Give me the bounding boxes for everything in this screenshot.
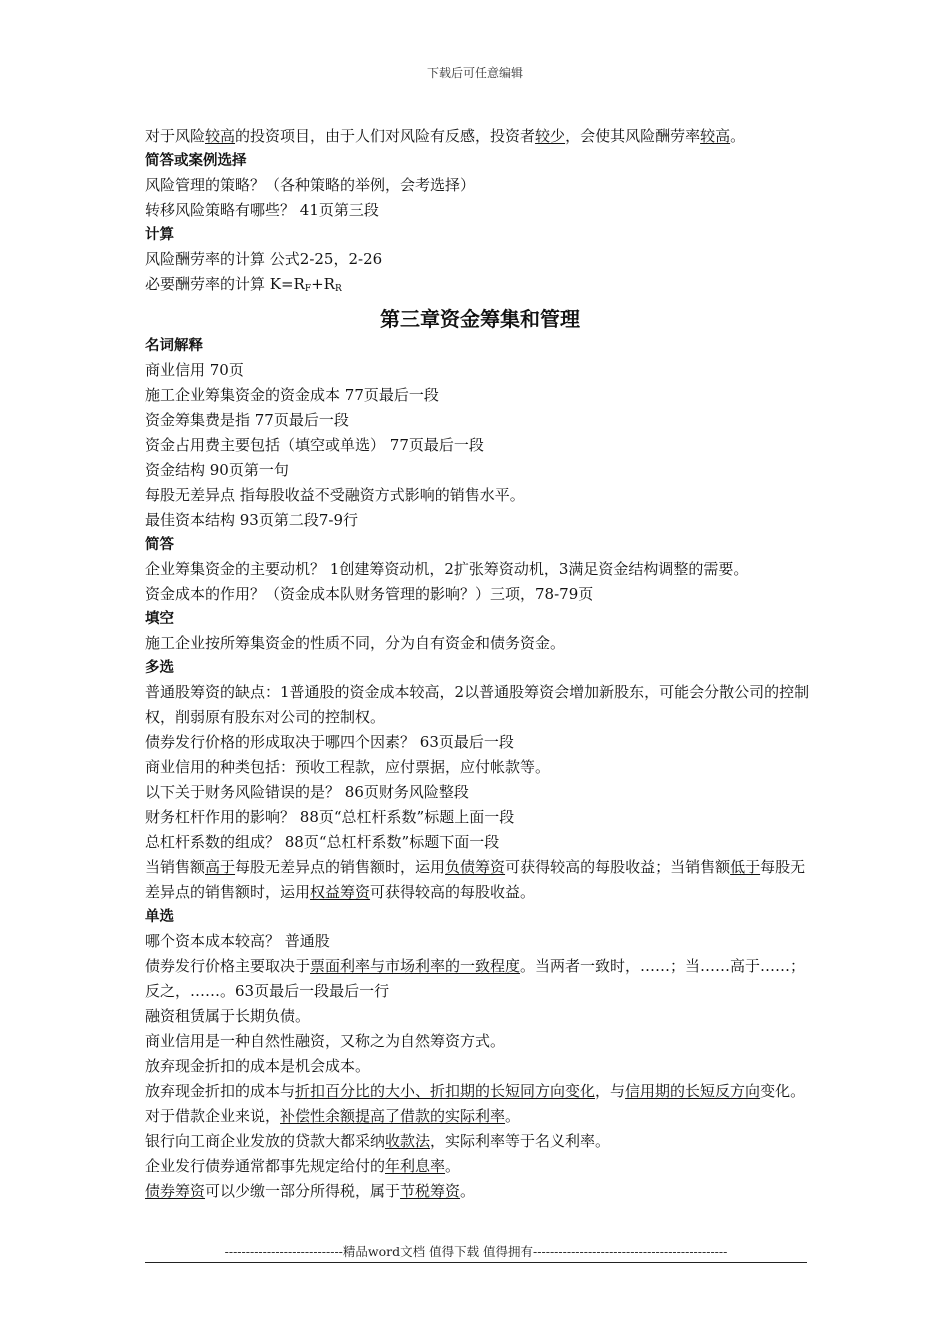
list-item: 融资租赁属于长期负债。 — [145, 1007, 311, 1025]
text-run: 银行向工商企业发放的贷款大都采纳 — [145, 1132, 386, 1150]
section-heading-fill-blank: 填空 — [145, 611, 174, 627]
text-run: 可获得较高的每股收益。 — [370, 883, 536, 901]
text-run: ，与 — [595, 1082, 626, 1100]
subscript: R — [334, 284, 342, 294]
list-item: 商业信用 70页 — [145, 361, 244, 379]
list-item: 以下关于财务风险错误的是？ 86页财务风险整段 — [145, 783, 469, 801]
bond-sentence — [145, 954, 815, 1004]
borrow-sentence — [145, 1104, 815, 1129]
text-run: ，实际利率等于名义利率。 — [430, 1132, 611, 1150]
list-item: 最佳资本结构 93页第二段7-9行 — [145, 511, 359, 529]
underlined-text: 较少 — [535, 127, 566, 145]
section-heading-case: 简答或案例选择 — [145, 153, 247, 169]
text-run: 对于借款企业来说， — [145, 1107, 281, 1125]
discount-sentence — [145, 1079, 815, 1104]
list-item: 普通股筹资的缺点：1普通股的资金成本较高，2以普通股筹资会增加新股东，可能会分散公司的控制权，削弱原有股东对公司的控制权。 — [145, 683, 810, 726]
underlined-text: 票面利率与市场利率的一致程度 — [310, 957, 521, 975]
list-item: 债券发行价格的形成取决于哪四个因素？ 63页最后一段 — [145, 733, 514, 751]
text-run: 。当两者一致时，……；当……高于……；反之，……。63页最后一段最后一行 — [145, 957, 806, 1000]
list-item: 资金占用费主要包括（填空或单选） 77页最后一段 — [145, 436, 484, 454]
list-item: 资金筹集费是指 77页最后一段 — [145, 411, 349, 429]
underlined-text: 收款法 — [385, 1132, 431, 1150]
underlined-text: 信用期的长短反方向 — [625, 1082, 761, 1100]
list-item: 施工企业筹集资金的资金成本 77页最后一段 — [145, 386, 439, 404]
issue-sentence — [145, 1154, 815, 1179]
list-item: 商业信用的种类包括：预收工程款，应付票据，应付帐款等。 — [145, 758, 551, 776]
risk-sentence — [145, 124, 815, 149]
text-run: 。 — [505, 1107, 521, 1125]
text-run: 每股无差异点的销售额时，运用 — [235, 858, 446, 876]
underlined-text: 权益筹资 — [310, 883, 371, 901]
text-run: 的投资项目，由于人们对风险有反感，投资者 — [235, 127, 536, 145]
underlined-text: 债券筹资 — [145, 1182, 206, 1200]
text-run: 企业发行债券通常都事先规定给付的 — [145, 1157, 386, 1175]
list-item: 资金成本的作用？（资金成本队财务管理的影响？）三项，78-79页 — [145, 585, 594, 603]
underlined-text: 高于 — [205, 858, 236, 876]
underlined-text: 负债筹资 — [445, 858, 506, 876]
list-item: 财务杠杆作用的影响？ 88页“总杠杆系数”标题上面一段 — [145, 808, 515, 826]
sales-sentence — [145, 855, 815, 905]
list-item: 商业信用是一种自然性融资，又称之为自然筹资方式。 — [145, 1032, 506, 1050]
page-header: 下载后可任意编辑 — [426, 66, 523, 80]
list-item: 转移风险策略有哪些？ 41页第三段 — [145, 201, 379, 219]
list-item: 施工企业按所筹集资金的性质不同，分为自有资金和债务资金。 — [145, 634, 566, 652]
text-run: 可获得较高的每股收益；当销售额 — [505, 858, 731, 876]
footer-divider — [145, 1262, 807, 1263]
text-run: 变化。 — [760, 1082, 806, 1100]
list-item: 风险管理的策略？（各种策略的举例，会考选择） — [145, 176, 476, 194]
underlined-text: 节税筹资 — [400, 1182, 461, 1200]
list-item: 每股无差异点 指每股收益不受融资方式影响的销售水平。 — [145, 486, 525, 504]
list-item: 总杠杆系数的组成？ 88页“总杠杆系数”标题下面一段 — [145, 833, 500, 851]
text-run: 。 — [460, 1182, 476, 1200]
underlined-text: 较高 — [205, 127, 236, 145]
underlined-text: 较高 — [700, 127, 731, 145]
underlined-text: 年利息率 — [385, 1157, 446, 1175]
text-run: 当销售额 — [145, 858, 206, 876]
text-run: 每股无差异点的销售额时，运用 — [145, 858, 806, 901]
text-run: 。 — [445, 1157, 461, 1175]
underlined-text: 补偿性余额提高了借款的实际利率 — [280, 1107, 506, 1125]
tax-sentence — [145, 1179, 815, 1204]
document-body — [145, 124, 815, 1204]
text-run: 。 — [730, 127, 746, 145]
list-item: 哪个资本成本较高？ 普通股 — [145, 932, 330, 950]
formula-line — [145, 272, 815, 302]
section-heading-single-choice: 单选 — [145, 909, 174, 925]
list-item: 风险酬劳率的计算 公式2-25，2-26 — [145, 250, 383, 268]
subscript: F — [304, 284, 312, 294]
text-run: 对于风险 — [145, 127, 206, 145]
bank-sentence — [145, 1129, 815, 1154]
text-run: 可以少缴一部分所得税，属于 — [205, 1182, 401, 1200]
list-item: 企业筹集资金的主要动机？ 1创建筹资动机，2扩张筹资动机，3满足资金结构调整的需要。 — [145, 560, 749, 578]
chapter-title: 第三章资金筹集和管理 — [380, 307, 580, 331]
section-heading-terms: 名词解释 — [145, 338, 203, 354]
text-run: ，会使其风险酬劳率 — [565, 127, 701, 145]
section-heading-calc: 计算 — [145, 227, 174, 243]
text-run: 债券发行价格主要取决于 — [145, 957, 311, 975]
underlined-text: 折扣百分比的大小、折扣期的长短同方向变化 — [295, 1082, 596, 1100]
page-footer: ----------------------------精品word文档 值得下载 值得拥有---------------------------------------------- — [224, 1244, 728, 1259]
section-heading-short-answer: 简答 — [145, 537, 174, 553]
list-item: 放弃现金折扣的成本是机会成本。 — [145, 1057, 371, 1075]
section-heading-multi-choice: 多选 — [145, 660, 174, 676]
text-run: 放弃现金折扣的成本与 — [145, 1082, 296, 1100]
text-run: 必要酬劳率的计算 K=R — [145, 275, 305, 293]
list-item: 资金结构 90页第一句 — [145, 461, 289, 479]
text-run: +R — [311, 275, 335, 293]
underlined-text: 低于 — [730, 858, 761, 876]
